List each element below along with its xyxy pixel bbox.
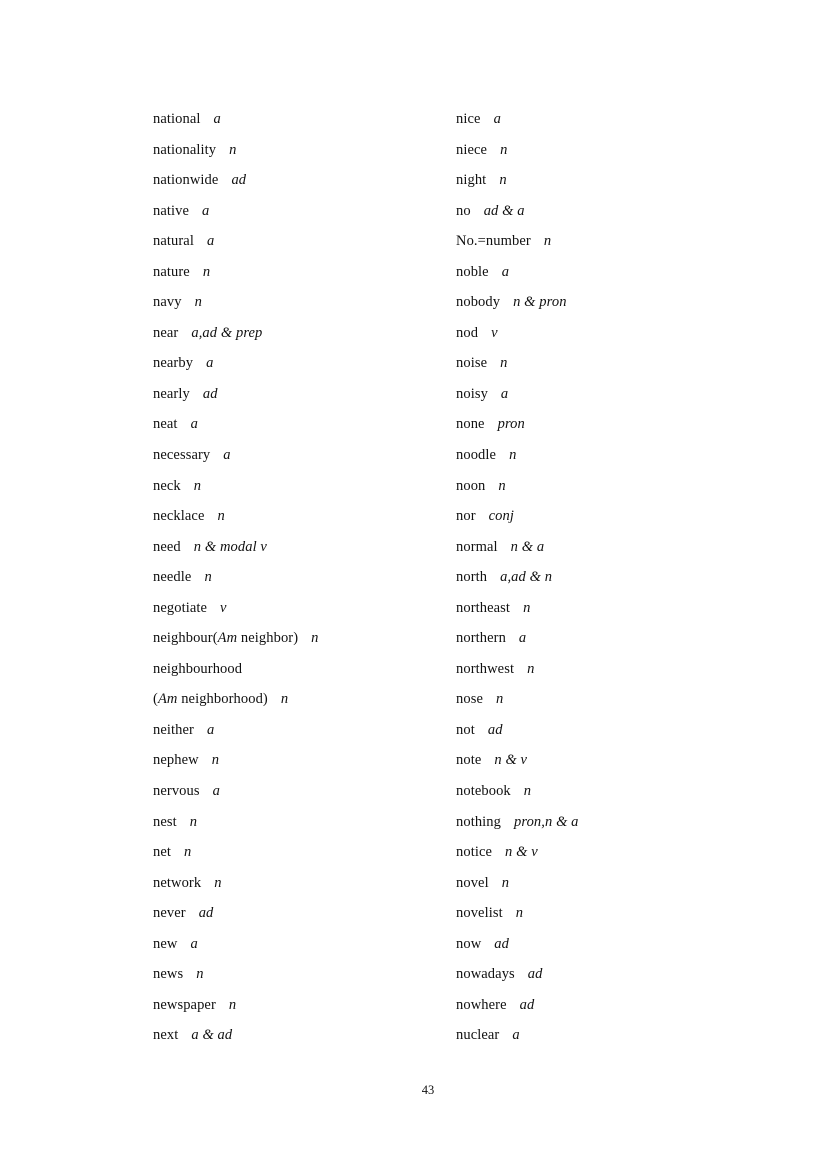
vocab-entry xyxy=(153,471,453,502)
vocab-entry xyxy=(456,409,756,440)
vocab-column-left xyxy=(153,104,453,1051)
vocab-entry xyxy=(456,593,756,624)
vocab-entry xyxy=(153,226,453,257)
pos-label: a,ad & n xyxy=(500,569,553,586)
pos-label: n & v xyxy=(494,752,528,769)
pos-label: ad xyxy=(494,935,509,952)
vocab-entry xyxy=(456,196,756,227)
vocab-entry xyxy=(456,562,756,593)
vocab-word: nationwide xyxy=(153,172,219,189)
pos-label: a xyxy=(202,202,210,219)
vocab-word: notice xyxy=(456,844,493,861)
vocab-word: needle xyxy=(153,569,192,586)
pos-label: n xyxy=(515,905,524,922)
pos-label: n xyxy=(311,630,319,647)
vocab-word: nice xyxy=(456,111,481,127)
vocab-entry xyxy=(456,684,756,715)
pos-label: ad xyxy=(202,385,218,402)
vocab-word: northern xyxy=(456,630,506,647)
vocab-entry xyxy=(456,990,756,1021)
vocab-word: nothing xyxy=(456,813,502,830)
pos-label: a xyxy=(190,416,198,433)
vocab-word: necessary xyxy=(153,447,211,464)
vocab-entry xyxy=(456,745,756,776)
vocab-entry xyxy=(153,196,453,227)
vocab-entry xyxy=(153,623,453,654)
vocab-word: nephew xyxy=(153,752,199,769)
vocab-entry xyxy=(456,135,756,166)
pos-label: n xyxy=(495,691,504,708)
vocab-entry xyxy=(153,898,453,929)
vocab-word: nuclear xyxy=(456,1027,500,1044)
pos-label: n xyxy=(523,783,532,800)
pos-label: n xyxy=(196,966,204,983)
pos-label: a xyxy=(223,447,231,464)
vocab-word: normal xyxy=(456,538,498,555)
pos-label: ad xyxy=(519,996,535,1013)
pos-label: n xyxy=(543,233,552,250)
vocab-word: nod xyxy=(456,324,479,341)
vocab-entry xyxy=(456,348,756,379)
vocab-entry xyxy=(153,745,453,776)
vocab-word: neither xyxy=(153,721,194,738)
pos-label: n xyxy=(500,141,508,158)
vocab-word: news xyxy=(153,966,184,983)
pos-label: a & ad xyxy=(191,1027,233,1044)
pos-label: a xyxy=(206,355,214,372)
vocab-entry xyxy=(456,929,756,960)
pos-label: n xyxy=(189,813,198,830)
vocab-entry xyxy=(153,379,453,410)
pos-label: ad xyxy=(198,905,214,922)
pos-label: pron xyxy=(497,416,525,433)
pos-label: n xyxy=(217,508,225,525)
vocab-entry xyxy=(153,135,453,166)
vocab-entry xyxy=(456,379,756,410)
vocab-word: neighbourhood xyxy=(153,660,243,677)
vocab-entry xyxy=(456,959,756,990)
pos-label: n & modal v xyxy=(193,538,267,555)
pos-label: n xyxy=(211,752,220,769)
vocab-entry xyxy=(153,776,453,807)
vocab-word: nervous xyxy=(153,783,200,800)
vocab-word: nest xyxy=(153,813,177,830)
pos-label: conj xyxy=(488,508,515,525)
vocab-word: nearly xyxy=(153,385,190,402)
vocab-entry xyxy=(456,776,756,807)
pos-label: a xyxy=(501,263,510,280)
vocab-word: nobody xyxy=(456,294,501,311)
vocab-entry xyxy=(153,165,453,196)
vocab-entry xyxy=(153,990,453,1021)
vocab-word: never xyxy=(153,905,186,922)
vocab-entry xyxy=(153,257,453,288)
vocab-entry xyxy=(153,868,453,899)
vocab-word: No.=number xyxy=(456,233,531,250)
vocab-entry xyxy=(153,715,453,746)
vocab-word: notebook xyxy=(456,783,511,800)
vocab-word: noon xyxy=(456,477,486,494)
page-number: 43 xyxy=(421,1083,435,1097)
vocab-column-right xyxy=(456,104,756,1051)
vocab-entry xyxy=(456,623,756,654)
vocab-entry xyxy=(153,532,453,563)
pos-label: n xyxy=(204,569,212,586)
vocab-word: new xyxy=(153,935,178,952)
pos-label: n xyxy=(499,172,507,189)
vocab-word: newspaper xyxy=(153,996,216,1013)
pos-label: n xyxy=(500,355,508,372)
vocab-word: niece xyxy=(456,141,488,158)
vocab-word: neck xyxy=(153,477,181,494)
vocab-word: near xyxy=(153,324,179,341)
pos-label: n xyxy=(228,996,237,1013)
vocab-entry xyxy=(153,837,453,868)
vocab-entry xyxy=(153,593,453,624)
vocab-entry xyxy=(153,929,453,960)
pos-label: a xyxy=(512,1027,520,1044)
vocab-word: neighbour(Am neighbor) xyxy=(153,630,299,647)
vocab-word: native xyxy=(153,202,190,219)
vocab-entry xyxy=(153,1020,453,1051)
vocab-word: noise xyxy=(456,355,488,372)
pos-label: pron,n & a xyxy=(514,813,579,830)
pos-label: n xyxy=(527,660,535,677)
vocab-entry xyxy=(153,562,453,593)
pos-label: n xyxy=(523,599,531,616)
vocab-word: negotiate xyxy=(153,599,208,616)
vocab-entry xyxy=(153,409,453,440)
vocab-word: none xyxy=(456,416,485,433)
vocab-entry xyxy=(456,654,756,685)
vocab-word: northwest xyxy=(456,660,515,677)
pos-label: n & pron xyxy=(513,294,567,311)
pos-label: n xyxy=(193,477,202,494)
vocab-word: (Am neighborhood) xyxy=(153,691,268,708)
pos-label: n xyxy=(229,141,237,158)
vocab-word: navy xyxy=(153,294,182,311)
vocab-entry xyxy=(153,287,453,318)
vocab-entry xyxy=(456,1020,756,1051)
pos-label: n xyxy=(280,691,289,708)
vocab-word: not xyxy=(456,721,475,738)
vocab-entry xyxy=(456,318,756,349)
vocab-word: nearby xyxy=(153,355,194,372)
vocab-entry xyxy=(456,868,756,899)
pos-label: n xyxy=(214,874,222,891)
pos-label: v xyxy=(220,599,227,616)
vocab-entry xyxy=(153,104,453,135)
pos-label: n xyxy=(202,263,211,280)
vocab-word: nowhere xyxy=(456,996,507,1013)
vocab-word: noble xyxy=(456,263,489,280)
vocab-word: now xyxy=(456,935,482,952)
vocab-word: necklace xyxy=(153,508,205,525)
pos-label: a xyxy=(500,385,509,402)
pos-label: n xyxy=(501,874,510,891)
vocab-entry xyxy=(153,318,453,349)
vocab-entry xyxy=(456,807,756,838)
pos-label: v xyxy=(491,324,498,341)
vocab-entry xyxy=(456,165,756,196)
vocab-entry xyxy=(456,532,756,563)
vocab-word: novel xyxy=(456,874,489,891)
vocab-word: noisy xyxy=(456,385,488,402)
pos-label: ad xyxy=(487,721,503,738)
pos-label: a xyxy=(213,111,221,127)
pos-label: n & a xyxy=(510,538,545,555)
vocab-entry xyxy=(456,898,756,929)
pos-label: n & v xyxy=(505,844,538,861)
vocab-entry xyxy=(153,348,453,379)
vocab-entry xyxy=(456,287,756,318)
pos-label: a xyxy=(518,630,527,647)
vocab-word: nowadays xyxy=(456,966,515,983)
vocab-word: nor xyxy=(456,508,476,525)
vocab-entry xyxy=(153,807,453,838)
vocab-word: night xyxy=(456,172,487,189)
pos-label: n xyxy=(498,477,506,494)
vocab-entry xyxy=(456,104,756,135)
vocab-word: north xyxy=(456,569,488,586)
pos-label: ad xyxy=(527,966,543,983)
vocab-entry xyxy=(153,501,453,532)
vocab-entry xyxy=(456,440,756,471)
vocab-word: note xyxy=(456,752,482,769)
vocab-word: next xyxy=(153,1027,179,1044)
vocab-word: national xyxy=(153,111,201,127)
vocab-word: no xyxy=(456,202,471,219)
vocab-entry xyxy=(153,684,453,715)
vocab-entry xyxy=(456,837,756,868)
vocab-word: network xyxy=(153,874,202,891)
pos-label: a xyxy=(493,111,501,127)
vocab-word: novelist xyxy=(456,905,503,922)
vocab-entry xyxy=(456,471,756,502)
vocab-word: net xyxy=(153,844,172,861)
vocab-word: natural xyxy=(153,233,194,250)
pos-label: a xyxy=(190,935,198,952)
vocab-word: need xyxy=(153,538,181,555)
pos-label: n xyxy=(194,294,202,311)
vocab-entry xyxy=(456,501,756,532)
pos-label: a xyxy=(206,233,215,250)
vocab-word: neat xyxy=(153,416,178,433)
vocab-word: nationality xyxy=(153,141,217,158)
vocab-word: nose xyxy=(456,691,483,708)
pos-label: ad & a xyxy=(483,202,525,219)
pos-label: n xyxy=(184,844,192,861)
vocab-entry xyxy=(456,257,756,288)
pos-label: ad xyxy=(231,172,247,189)
pos-label: a xyxy=(206,721,215,738)
vocab-entry xyxy=(456,226,756,257)
vocab-entry xyxy=(456,715,756,746)
vocab-word: noodle xyxy=(456,447,497,464)
vocab-word: northeast xyxy=(456,599,511,616)
pos-label: a,ad & prep xyxy=(191,324,263,341)
vocab-entry xyxy=(153,654,453,685)
vocab-entry xyxy=(153,959,453,990)
pos-label: n xyxy=(509,447,517,464)
pos-label: a xyxy=(212,783,220,800)
vocab-word: nature xyxy=(153,263,190,280)
vocab-entry xyxy=(153,440,453,471)
